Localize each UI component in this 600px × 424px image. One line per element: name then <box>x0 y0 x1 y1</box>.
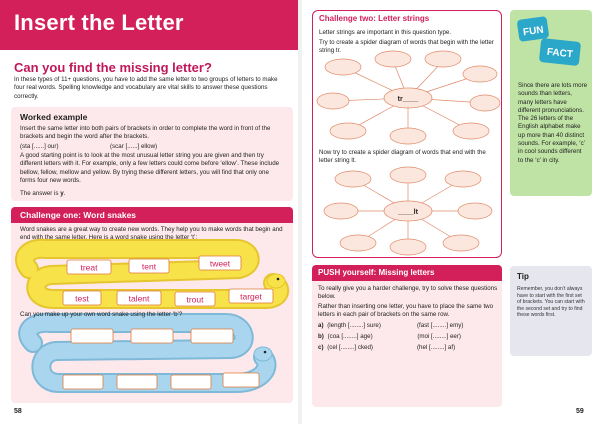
fun-fact-badge-top: FUN <box>522 24 545 39</box>
challenge-one-intro: Word snakes are a great way to create new words. They help you to make words that begin and end with the same letter. Here is a word snake using the letter ‘t’: <box>20 226 283 242</box>
fun-fact-badge-icon <box>510 10 592 80</box>
right-page <box>302 0 600 424</box>
question-label: c) <box>318 344 324 351</box>
push-text-1: To really give you a harder challenge, try to solve these questions below. <box>318 285 498 301</box>
answer-letter: y <box>60 190 64 197</box>
page-number-right: 59 <box>576 408 584 415</box>
tip-text: Remember, you don’t always have to start with the first set of brackets. You can start with the second set and try to find these words first. <box>517 286 585 319</box>
question-right: (moi [........] eer) <box>417 333 461 340</box>
question-left: (cel [........] cked) <box>327 344 373 351</box>
page-number-left: 58 <box>14 408 22 415</box>
answer-suffix: . <box>63 190 66 197</box>
page-title: Insert the Letter <box>14 10 184 35</box>
worked-example-panel <box>11 107 293 201</box>
push-yourself-header <box>312 265 502 281</box>
worked-example-items <box>20 143 286 151</box>
word-snake-illustration <box>11 207 293 403</box>
fun-fact-panel <box>510 10 592 196</box>
snake-word-5: talent <box>128 293 150 304</box>
snake-word-3: tweet <box>209 258 231 269</box>
tip-heading: Tip <box>517 272 529 281</box>
push-question-c <box>318 344 455 351</box>
question-label: b) <box>318 333 324 340</box>
spider-center-lt: ____lt <box>398 209 418 216</box>
blank-box-1[interactable] <box>71 329 113 343</box>
challenge-one-question: Can you make up your own word snake using the letter ‘b’? <box>20 311 183 318</box>
snake-word-6: trout <box>186 294 204 305</box>
spider-diagrams <box>313 11 503 259</box>
blank-box-7[interactable] <box>223 373 259 387</box>
snake-word-1: treat <box>80 262 98 273</box>
tip-panel <box>510 266 592 356</box>
snake-word-2: tent <box>141 261 157 272</box>
blank-box-5[interactable] <box>117 375 157 389</box>
question-left: (coa [........] age) <box>327 333 373 340</box>
snake-word-7: target <box>240 291 262 302</box>
intro-text: In these types of 11+ questions, you have to add the same letter to two groups of letters to make four real words. Spelling knowledge and vocabulary are vital skills to answer these questions correctly. <box>14 76 278 100</box>
challenge-one-heading: Challenge one: Word snakes <box>20 210 137 220</box>
worked-example-answer <box>20 190 286 198</box>
worked-example-item-2: (scar [......] ellow) <box>110 143 158 150</box>
push-question-b <box>318 333 461 340</box>
question-right: (fast [........] emy) <box>416 322 464 329</box>
blank-box-4[interactable] <box>63 375 103 389</box>
challenge-one-panel <box>11 207 293 403</box>
push-yourself-panel <box>312 265 502 407</box>
question-label: a) <box>318 322 324 329</box>
blank-box-3[interactable] <box>191 329 233 343</box>
question-left: (length [........] sure) <box>327 322 381 329</box>
push-text-2: Rather than inserting one letter, you have to place the same two letters in each pair of brackets on the same row. <box>318 303 494 319</box>
fun-fact-text: Since there are lots more sounds than letters, many letters have different pronunciations. The 26 letters of the English alphabet make up more than 40 distinct sounds. For example, ‘c’ in cool sounds different to the ‘c’ in city. <box>518 82 588 164</box>
challenge-two-heading: Challenge two: Letter strings <box>319 14 430 23</box>
title-banner <box>0 0 298 50</box>
spider-center-tr: tr____ <box>397 96 419 103</box>
push-yourself-heading: PUSH yourself: Missing letters <box>318 268 435 277</box>
challenge-two-text-2: Try to create a spider diagram of words that begin with the letter string tr. <box>319 39 494 55</box>
challenge-two-panel <box>312 10 502 258</box>
left-page <box>0 0 298 424</box>
snake-word-4: test <box>75 293 89 304</box>
question-right: (hel [........] af) <box>416 344 456 351</box>
worked-example-instruction: Insert the same letter into both pairs of brackets in order to complete the word in front of the brackets and begin the word after the brackets. <box>20 125 271 141</box>
fun-fact-badge-bottom: FACT <box>546 46 574 61</box>
worked-example-heading: Worked example <box>20 112 88 122</box>
worked-example-explanation: A good starting point is to look at the most unusual letter string you are given and then try different letters with it. For example, only a few letters could come before ‘ellow’. These include bellow, fellow, mellow and yellow. By trying these different letters, you will find that only one forms four new words. <box>20 152 280 184</box>
challenge-two-text-1: Letter strings are important in this question type. <box>319 29 452 36</box>
main-heading: Can you find the missing letter? <box>14 60 212 75</box>
push-question-a <box>318 322 463 329</box>
worked-example-item-1: (sta [......] our) <box>20 143 59 150</box>
challenge-two-text-3: Now try to create a spider diagram of words that end with the letter string lt. <box>319 149 486 165</box>
blank-box-6[interactable] <box>171 375 211 389</box>
answer-prefix: The answer is <box>20 190 61 197</box>
blank-box-2[interactable] <box>131 329 173 343</box>
